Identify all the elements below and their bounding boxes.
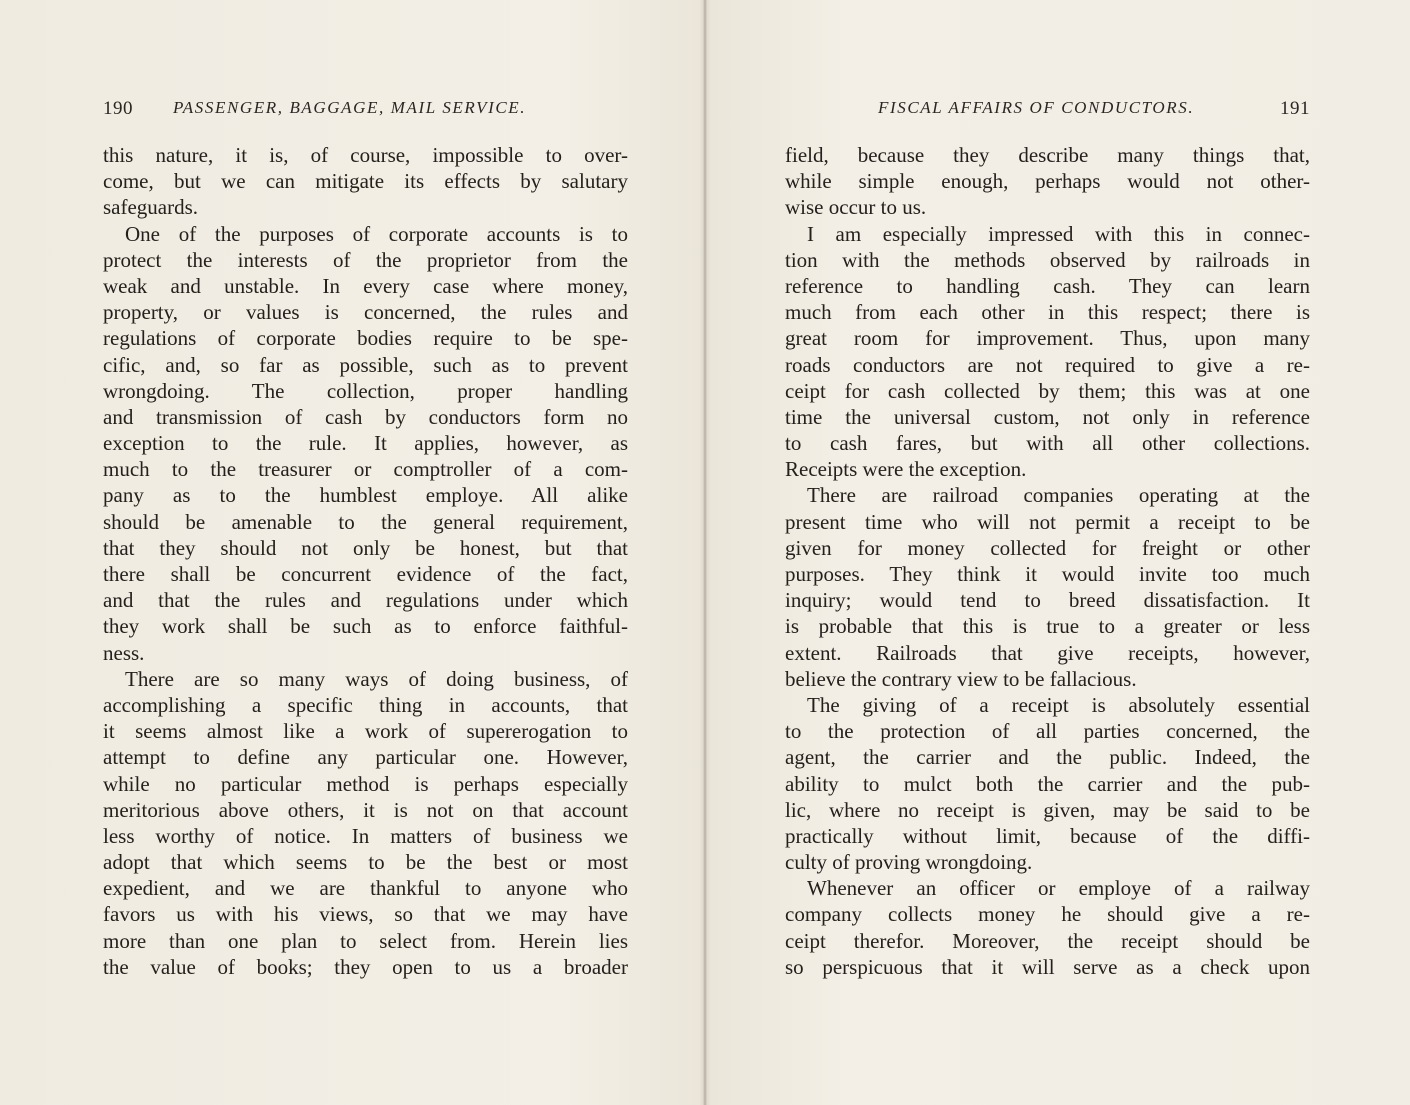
text-line: field, because they describe many things that,	[785, 143, 1310, 167]
text-line: ness.	[103, 640, 145, 665]
text-line: adopt that which seems to be the best or most	[103, 850, 628, 875]
text-line: time the universal custom, not only in reference	[785, 404, 1310, 429]
text-line: much from each other in this respect; there is	[785, 300, 1310, 325]
text-line: weak and unstable. In every case where money,	[103, 273, 628, 298]
text-line: present time who will not permit a receipt to be	[785, 509, 1310, 534]
text-line: this nature, it is, of course, impossible to over-	[103, 143, 628, 167]
text-line: wrongdoing. The collection, proper handling	[103, 378, 628, 403]
text-line: lic, where no receipt is given, may be said to be	[785, 797, 1310, 822]
text-line: much to the treasurer or comptroller of a com-	[103, 457, 628, 482]
text-line: purposes. They think it would invite too much	[785, 562, 1310, 586]
text-line: pany as to the humblest employe. All alike	[103, 483, 628, 508]
text-line: Receipts were the exception.	[785, 457, 1027, 482]
text-line: company collects money he should give a re-	[785, 902, 1310, 927]
text-line: ceipt therefor. Moreover, the receipt should be	[785, 928, 1310, 953]
text-line: the value of books; they open to us a broader	[103, 954, 628, 979]
text-line: ability to mulct both the carrier and the pub-	[785, 771, 1310, 796]
text-line: regulations of corporate bodies require to be spe-	[103, 326, 628, 351]
right-page	[705, 0, 1410, 1105]
text-line: less worthy of notice. In matters of business we	[103, 823, 628, 848]
text-line: exception to the rule. It applies, however, as	[103, 431, 628, 456]
text-line: attempt to define any particular one. However,	[103, 745, 628, 770]
text-line: culty of proving wrongdoing.	[785, 850, 1033, 875]
text-line: extent. Railroads that give receipts, however,	[785, 640, 1310, 665]
right-running-head: FISCAL AFFAIRS OF CONDUCTORS.	[878, 98, 1195, 117]
text-line: and that the rules and regulations under which	[103, 588, 628, 613]
text-line: I am especially impressed with this in connec-	[807, 221, 1310, 246]
text-line: come, but we can mitigate its effects by salutary	[103, 169, 628, 194]
text-line: inquiry; would tend to breed dissatisfaction. It	[785, 588, 1310, 613]
text-line: to cash fares, but with all other collections.	[785, 431, 1310, 456]
text-line: to the protection of all parties concerned, the	[785, 719, 1310, 744]
text-line: great room for improvement. Thus, upon many	[785, 326, 1310, 351]
text-line: accomplishing a specific thing in accounts, that	[103, 692, 628, 717]
text-line: while no particular method is perhaps especially	[103, 771, 628, 796]
text-line: One of the purposes of corporate accounts is to	[125, 221, 628, 246]
left-page-header	[103, 96, 628, 126]
left-page-number: 190	[103, 98, 133, 119]
text-line: safeguards.	[103, 195, 199, 220]
text-line: practically without limit, because of the diffi-	[785, 823, 1310, 848]
text-line: tion with the methods observed by railroads in	[785, 247, 1310, 272]
text-line: given for money collected for freight or other	[785, 535, 1310, 560]
left-page-body	[103, 142, 628, 980]
text-line: believe the contrary view to be fallacious.	[785, 666, 1137, 691]
text-line: they work shall be such as to enforce faithful-	[103, 614, 628, 639]
text-line: roads conductors are not required to give a re-	[785, 352, 1310, 377]
text-line: more than one plan to select from. Herein lies	[103, 928, 628, 953]
text-line: Whenever an officer or employe of a railway	[807, 876, 1310, 901]
right-page-number: 191	[1280, 98, 1310, 119]
text-line: The giving of a receipt is absolutely essential	[807, 692, 1310, 717]
text-line: reference to handling cash. They can learn	[785, 273, 1310, 298]
right-page-body	[785, 142, 1310, 980]
right-page-header	[785, 96, 1310, 126]
text-line: There are railroad companies operating at the	[807, 483, 1310, 508]
text-line: expedient, and we are thankful to anyone who	[103, 876, 628, 901]
text-line: favors us with his views, so that we may have	[103, 902, 628, 927]
text-line: so perspicuous that it will serve as a check upon	[785, 954, 1310, 979]
text-line: meritorious above others, it is not on that account	[103, 797, 628, 822]
text-line: while simple enough, perhaps would not other-	[785, 169, 1310, 194]
text-line: property, or values is concerned, the rules and	[103, 300, 628, 325]
text-line: is probable that this is true to a greater or less	[785, 614, 1310, 639]
text-line: wise occur to us.	[785, 195, 927, 220]
text-line: it seems almost like a work of supererogation to	[103, 719, 628, 744]
text-line: protect the interests of the proprietor from the	[103, 247, 628, 272]
text-line: that they should not only be honest, but that	[103, 535, 628, 560]
text-line: there shall be concurrent evidence of the fact,	[103, 562, 628, 586]
text-line: ceipt for cash collected by them; this was at one	[785, 378, 1310, 403]
text-line: and transmission of cash by conductors form no	[103, 404, 628, 429]
left-running-head: PASSENGER, BAGGAGE, MAIL SERVICE.	[173, 98, 527, 117]
text-line: cific, and, so far as possible, such as to prevent	[103, 352, 628, 377]
text-line: There are so many ways of doing business, of	[125, 666, 628, 691]
text-line: agent, the carrier and the public. Indeed, the	[785, 745, 1310, 770]
text-line: should be amenable to the general requirement,	[103, 509, 628, 534]
